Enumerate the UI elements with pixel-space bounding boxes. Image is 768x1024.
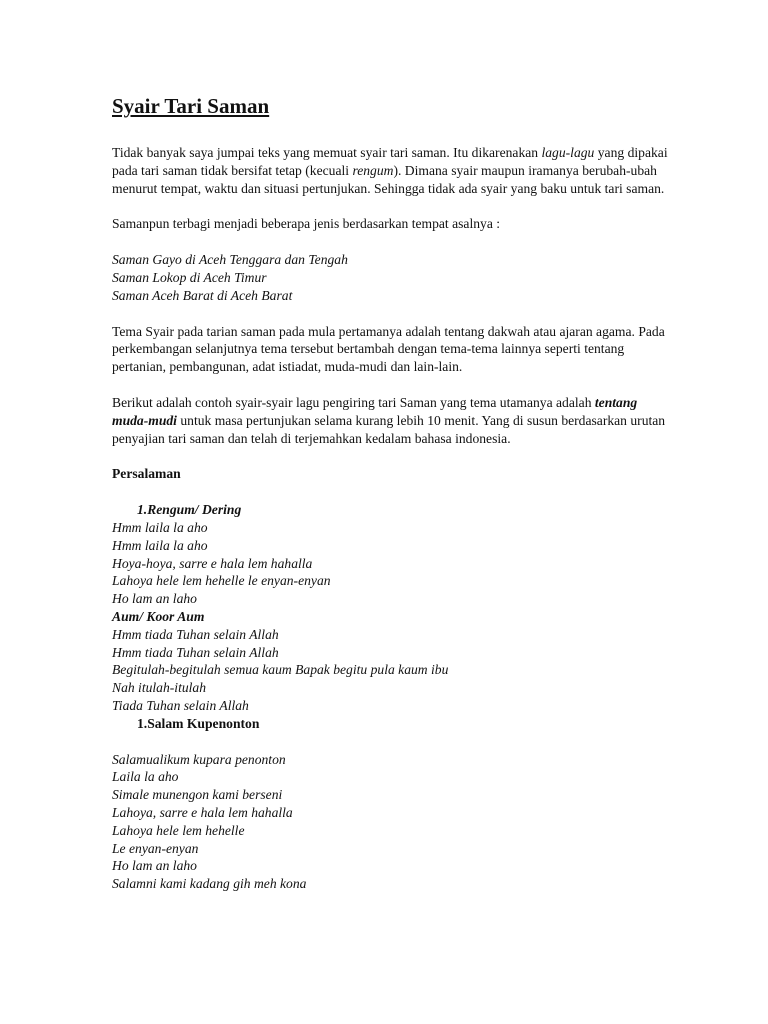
verse-line: Laila la aho (112, 769, 179, 785)
page-title: Syair Tari Saman (112, 94, 270, 118)
saman-type: Saman Aceh Barat di Aceh Barat (112, 287, 293, 303)
verse-line: Hmm laila la aho (112, 537, 208, 553)
verse-line: Hmm tiada Tuhan selain Allah (112, 644, 279, 660)
paragraph-types-intro: Samanpun terbagi menjadi beberapa jenis berdasarkan tempat asalnya : (112, 216, 501, 232)
intro-italic-lagu: lagu-lagu (541, 145, 595, 160)
verse-line: Lahoya hele lem hehelle le enyan-enyan (112, 573, 331, 589)
list-number: 1. (137, 502, 148, 518)
verse-line: Lahoya, sarre e hala lem hahalla (112, 804, 293, 820)
verse-line: Hoya-hoya, sarre e hala lem hahalla (112, 555, 313, 571)
intro-text-a: Tidak banyak saya jumpai teks yang memuat syair tari saman. Itu dikarenakan (112, 145, 542, 160)
verse-line: Tiada Tuhan selain Allah (112, 697, 249, 713)
saman-type: Saman Lokop di Aceh Timur (112, 269, 267, 285)
paragraph-theme: Tema Syair pada tarian saman pada mula pertamanya adalah tentang dakwah atau ajaran agama. Pada perkembangan selanjutnya tema tersebut bertambah dengan tema-tema lainnya seperti tentang pertanian, pembangunan, adat istiadat, muda-mudi dan lain-lain. (112, 323, 665, 375)
verse-line: Salamualikum kupara penonton (112, 751, 286, 767)
intro-italic-rengum: rengum (352, 162, 394, 178)
paragraph-intro (112, 144, 672, 197)
verse-line: Ho lam an laho (112, 591, 197, 607)
numbered-heading-rengum (112, 501, 672, 519)
list-title: Rengum/ Dering (147, 502, 242, 518)
paragraph-example (112, 394, 672, 447)
verse-line: Lahoya hele lem hehelle (112, 822, 245, 838)
list-title: Salam Kupenonton (147, 715, 260, 731)
subheading-aum: Aum/ Koor Aum (112, 608, 205, 624)
example-bold-italic: tentang muda-mudi (112, 394, 638, 428)
intro-text-b: yang dipakai pada tari saman tidak bersifat tetap (kecuali (112, 145, 668, 178)
verse-line: Simale munengon kami berseni (112, 787, 283, 803)
document-content (112, 92, 672, 893)
verse-line: Begitulah-begitulah semua kaum Bapak begitu pula kaum ibu (112, 662, 449, 678)
verse-line: Ho lam an laho (112, 858, 197, 874)
verse-line: Hmm laila la aho (112, 519, 208, 535)
spacer (112, 733, 672, 751)
example-text-b: untuk masa pertunjukan selama kurang lebih 10 menit. Yang di susun berdasarkan urutan penyajian tari saman dan telah di terjemahkan kedalam bahasa indonesia. (112, 412, 666, 446)
verse-line: Le enyan-enyan (112, 840, 199, 856)
intro-text-c: ). Dimana syair maupun iramanya berubah-ubah menurut tempat, waktu dan situasi pertunjukan. Sehingga tidak ada syair yang baku untuk tari saman. (112, 162, 665, 196)
verse-line: Hmm tiada Tuhan selain Allah (112, 626, 279, 642)
list-number: 1. (137, 715, 148, 731)
saman-types-list (112, 251, 672, 304)
section-rengum (112, 501, 672, 732)
verse-line: Salamni kami kadang gih meh kona (112, 876, 307, 892)
numbered-heading-salam (112, 715, 672, 733)
saman-type: Saman Gayo di Aceh Tenggara dan Tengah (112, 252, 348, 268)
verse-line: Nah itulah-itulah (112, 680, 207, 696)
section-heading-persalaman: Persalaman (112, 466, 181, 482)
section-salam-verse (112, 751, 672, 893)
example-text-a: Berikut adalah contoh syair-syair lagu pengiring tari Saman yang tema utamanya adalah (112, 394, 595, 410)
